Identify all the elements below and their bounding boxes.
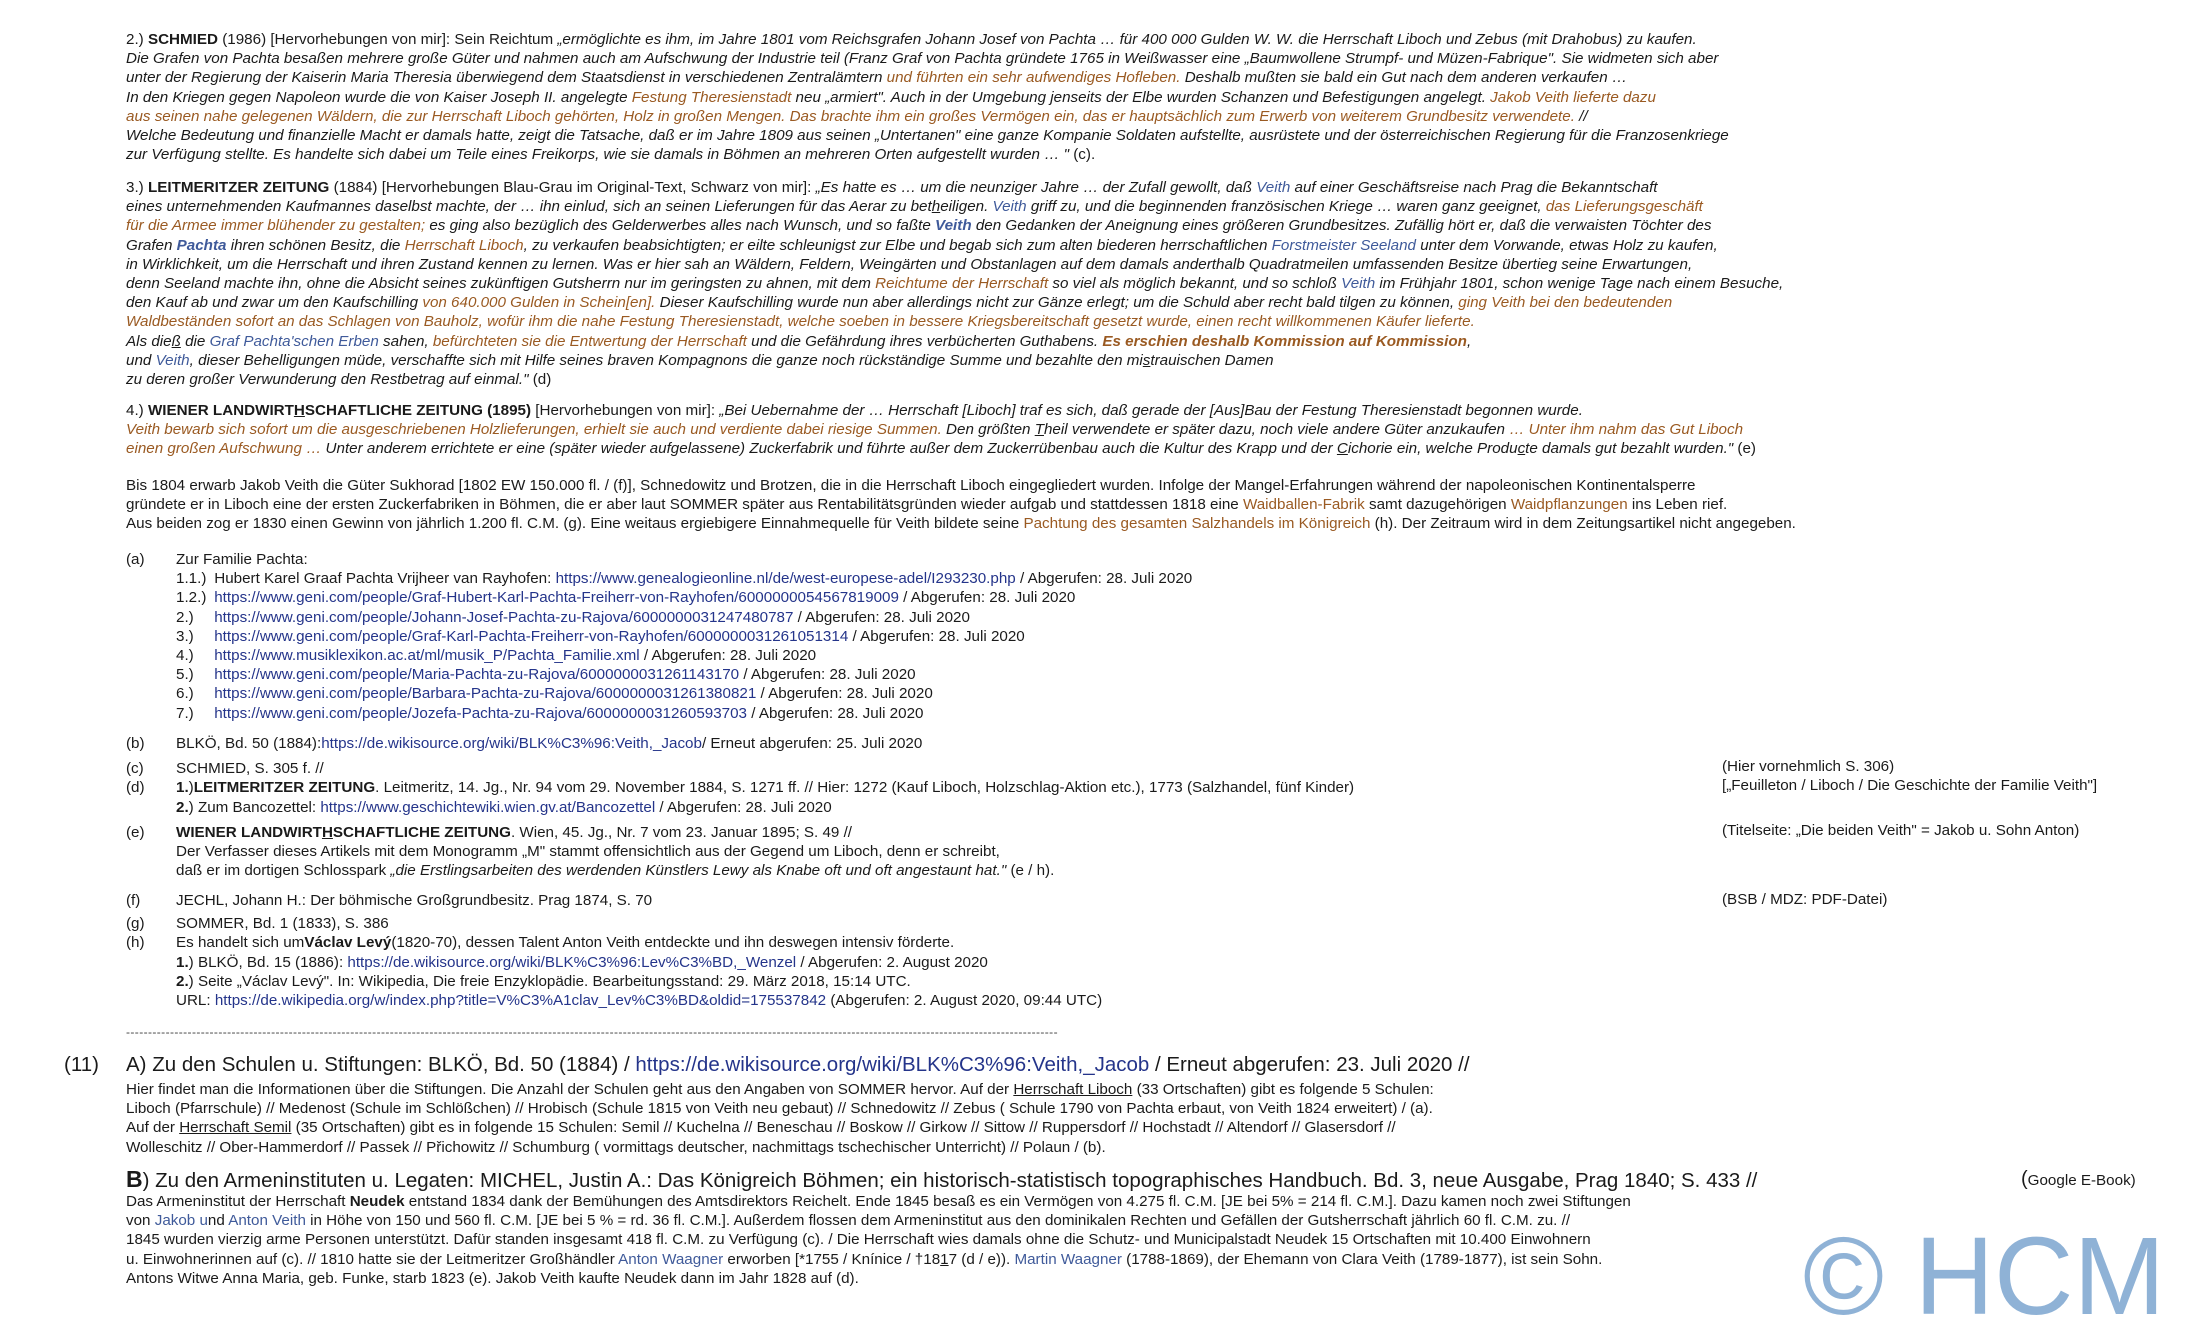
ref-e-3: daß er im dortigen Schlosspark „die Erstlingsarbeiten des werdenden Künstlers Lewy als Knabe oft und oft angestaunt hat." (e / h). (176, 862, 1055, 880)
n11-a-body (126, 1080, 1434, 1157)
link[interactable]: https://de.wikisource.org/wiki/BLK%C3%96:Lev%C3%BD,_Wenzel (347, 953, 797, 971)
n11-b-source: (Google E-Book) (2021, 1168, 2136, 1190)
text-line: einen großen Aufschwung … Unter anderem errichtete er eine (später wieder aufgelassene) Zuckerfabrik und führte außer dem Zuckerrübenbau auch die Kultur des Krapp und der Cichorie ein, welche Producte damals gut bezahlt wurden." (e) (126, 440, 1756, 458)
text-line: Das Armeninstitut der Herrschaft Neudek entstand 1834 dank der Bemühungen des Amtsdirektors Reichelt. Ende 1845 besaß es ein Vermögen von 4.275 fl. C.M. [JE bei 5% = 214 fl. C.M.]. Dazu kamen noch zwei Stiftungen (126, 1193, 1631, 1210)
link[interactable]: https://www.geni.com/people/Maria-Pachta-zu-Rajova/6000000031261143170 (214, 666, 740, 684)
text-line: von Jakob und Anton Veith in Höhe von 150 und 560 fl. C.M. [JE bei 5 % = rd. 36 fl. C.M.]. Außerdem flossen dem Armeninstitut aus den dominikalen Rechten und Gefällen der Gutsherrschaft jährlich 60 fl. C.M. zu. // (126, 1212, 1571, 1230)
n11-title: A) Zu den Schulen u. Stiftungen: BLKÖ, Bd. 50 (1884) / https://de.wikisource.org/wiki/BLK%C3%96:Veith,_Jacob / Erneut abgerufen: 23. Juli 2020 // (126, 1053, 1470, 1076)
n11-label: (11) (64, 1053, 99, 1076)
ref-e-1: (e) WIENER LANDWIRT H SCHAFTLICHE ZEITUNG . Wien, 45. Jg., Nr. 7 vom 23. Januar 1895; S. 49 // (126, 823, 853, 841)
text-line: zu deren großer Verwunderung den Restbetrag auf einmal." (d) (126, 371, 552, 389)
link[interactable]: https://de.wikisource.org/wiki/BLK%C3%96:Veith,_Jacob (321, 735, 702, 752)
text-line: 4.) WIENER LANDWIRTHSCHAFTLICHE ZEITUNG (1895) [Hervorhebungen von mir]: „Bei Uebernahme der … Herrschaft [Liboch] traf es sich, daß gerade der [Aus]Bau der Festung Theresienstadt begonnen wurde. (126, 402, 1583, 419)
link[interactable]: https://www.geni.com/people/Graf-Hubert-Karl-Pachta-Freiherr-von-Rayhofen/6000000054567819009 (214, 589, 899, 607)
text-line: Veith bewarb sich sofort um die ausgeschriebenen Holzlieferungen, erhielt sie auch und verdiente dabei riesige Summen. Den größten Theil verwendete er später dazu, noch viele andere Güter anzukaufen … Unter ihm nahm das Gut Liboch (126, 421, 1744, 439)
ref-f: (f) JECHL, Johann H.: Der böhmische Großgrundbesitz. Prag 1874, S. 70 (126, 892, 653, 909)
link[interactable]: https://www.geni.com/people/Barbara-Pachta-zu-Rajova/6000000031261380821 (214, 685, 757, 703)
link[interactable]: https://www.geni.com/people/Johann-Josef-Pachta-zu-Rajova/6000000031247480787 (214, 608, 794, 626)
ref-g: (g) SOMMER, Bd. 1 (1833), S. 386 (126, 915, 389, 933)
text-line: Waldbeständen sofort an das Schlagen von Bauholz, wofür ihm die nahe Festung Theresienstadt, welche soeben in bessere Kriegsbereitschaft gesetzt wurde, einen recht willkommenen Käufer lieferte. (126, 313, 1475, 331)
text-line: aus seinen nahe gelegenen Wäldern, die zur Herrschaft Liboch gehörten, Holz in großen Mengen. Das brachte ihm ein großes Vermögen ein, das er hauptsächlich zum Erwerb von weiterem Grundbesitz verwendete. // (126, 107, 1588, 125)
ref-b-e (126, 734, 1354, 880)
ref-a-item-1-2: 1.2.) https://www.geni.com/people/Graf-Hubert-Karl-Pachta-Freiherr-von-Rayhofen/6000000054567819009 / Abgerufen: 28. Juli 2020 (176, 589, 1076, 607)
text-line: Als dieß die Graf Pachta'schen Erben sahen, befürchteten sie die Entwertung der Herrschaft und die Gefährdung ihres verbücherten Guthabens. Es erschien deshalb Kommission auf Kommission, (126, 332, 1472, 350)
text-line: Auf der Herrschaft Semil (35 Ortschaften) gibt es in folgende 15 Schulen: Semil // Kuchelna // Beneschau // Boskow // Girkow // Sittow // Ruppersdorf // Hochstadt // Altendorf // Glasersdorf // (126, 1119, 1396, 1137)
ref-a-item-7: 7.) https://www.geni.com/people/Jozefa-Pachta-zu-Rajova/6000000031260593703 / Abgerufen: 28. Juli 2020 (176, 704, 924, 722)
link[interactable]: https://www.musiklexikon.ac.at/ml/musik_P/Pachta_Familie.xml (214, 647, 640, 665)
text-line: Grafen Pachta ihren schönen Besitz, die Herrschaft Liboch, zu verkaufen beabsichtigten; er eilte schleunigst zur Elbe und begab sich zum alten biederen herrschaftlichen Forstmeister Seeland unter dem Vorwande, etwas Holz zu kaufen, (126, 236, 1718, 254)
text-line: u. Einwohnerinnen auf (c). // 1810 hatte sie der Leitmeritzer Großhändler Anton Waagner erworben [*1755 / Knínice / †1817 (d / e)). Martin Waagner (1788-1869), der Ehemann von Clara Veith (1789-1877), ist sein Sohn. (126, 1250, 1603, 1268)
text-line: Aus beiden zog er 1830 einen Gewinn von jährlich 1.200 fl. C.M. (g). Eine weitaus ergiebigere Einnahmequelle für Veith bildete seine Pachtung des gesamten Salzhandels im Königreich (h). Der Zeitraum wird in dem Zeitungsartikel nicht angegeben. (126, 515, 1796, 533)
section-schmied (126, 30, 1729, 164)
text-line: Bis 1804 erwarb Jakob Veith die Güter Sukhorad [1802 EW 150.000 fl. / (f)], Schnedowitz und Brotzen, die in die Herrschaft Liboch eingegliedert wurden. Infolge der Mangel-Erfahrungen während der napoleonischen Kontinentalsperre (126, 477, 1696, 494)
ref-a-item-6: 6.) https://www.geni.com/people/Barbara-Pachta-zu-Rajova/6000000031261380821 / Abgerufen: 28. Juli 2020 (176, 685, 933, 703)
ref-h-1: (h) Es handelt sich um Václav Levý (1820-70), dessen Talent Anton Veith entdeckte und ihn deswegen intensiv förderte. (126, 934, 955, 952)
link[interactable]: https://www.geni.com/people/Graf-Karl-Pachta-Freiherr-von-Rayhofen/6000000031261051314 (214, 627, 849, 645)
copyright-watermark: © HCM (1803, 1215, 2166, 1338)
ref-d-note: [„Feuilleton / Liboch / Die Geschichte der Familie Veith"] (1722, 777, 2098, 794)
ref-a-item-5: 5.) https://www.geni.com/people/Maria-Pachta-zu-Rajova/6000000031261143170 / Abgerufen: 28. Juli 2020 (176, 666, 916, 684)
paragraph-summary (126, 476, 1796, 534)
n11-b-body (126, 1192, 1631, 1288)
link[interactable]: https://www.geschichtewiki.wien.gv.at/Bancozettel (320, 798, 656, 816)
text-line: gründete er in Liboch eine der ersten Zuckerfabriken in Böhmen, die er aber laut SOMMER später aus Rentabilitätsgründen wieder aufgab und stattdessen 1818 eine Waidballen-Fabrik samt dazugehörigen Waidpflanzungen ins Leben rief. (126, 496, 1728, 514)
link[interactable]: https://de.wikisource.org/wiki/BLK%C3%96:Veith,_Jacob (635, 1053, 1150, 1076)
text-line: Antons Witwe Anna Maria, geb. Funke, starb 1823 (e). Jakob Veith kaufte Neudek dann im Jahr 1828 auf (d). (126, 1269, 859, 1287)
text-line: 3.) LEITMERITZER ZEITUNG (1884) [Hervorhebungen Blau-Grau im Original-Text, Schwarz von mir]: „Es hatte es … um die neunziger Jahre … der Zufall gewollt, daß Veith auf einer Geschäftsreise nach Prag die Bekanntschaft (126, 179, 1658, 196)
link[interactable]: https://de.wikipedia.org/w/index.php?title=V%C3%A1clav_Lev%C3%BD&oldid=175537842 (214, 992, 827, 1010)
ref-h-3: 2.) Seite „Václav Levý". In: Wikipedia, Die freie Enzyklopädie. Bearbeitungsstand: 29. März 2018, 15:14 UTC. (176, 972, 911, 990)
text-line: Die Grafen von Pachta besaßen mehrere große Güter und nahmen auch am Aufschwung der Industrie teil (Franz Graf von Pachta gründete 1765 in Weißwasser eine „Baumwollene Strumpf- und Müzen-Fabrique". Sie widmeten sich aber (126, 50, 1719, 68)
ref-a-item-3: 3.) https://www.geni.com/people/Graf-Karl-Pachta-Freiherr-von-Rayhofen/6000000031261051314 / Abgerufen: 28. Juli 2020 (176, 627, 1025, 645)
text-line: zur Verfügung stellte. Es handelte sich dabei um Teile eines Freikorps, wie sie damals in Böhmen an mehreren Orten aufgestellt wurden … " (c). (126, 146, 1096, 164)
text-line: Wolleschitz // Ober-Hammerdorf // Passek // Přichowitz // Schumburg ( vormittags deutscher, nachmittags tschechischer Unterricht) // Polaun / (b). (126, 1138, 1106, 1156)
ref-b: (b) BLKÖ, Bd. 50 (1884): https://de.wikisource.org/wiki/BLK%C3%96:Veith,_Jacob / Erneut abgerufen: 25. Juli 2020 (126, 735, 923, 752)
text-line: 1845 wurden vierzig arme Personen unterstützt. Dafür standen insgesamt 418 fl. C.M. zu Verfügung (c). / Die Herrschaft wies damals ohne die Schutz- und Municipalstadt Neudek 15 Ortschaften mit 10.400 Einwohnern (126, 1231, 1591, 1249)
text-line: und Veith, dieser Behelligungen müde, verschaffte sich mit Hilfe seines braven Kompagnons die ganze noch rückständige Summe und bezahlte den mistrauischen Damen (126, 351, 1274, 369)
ref-c-note: (Hier vornehmlich S. 306) (1722, 758, 1895, 775)
link[interactable]: https://www.geni.com/people/Jozefa-Pachta-zu-Rajova/6000000031260593703 (214, 704, 747, 722)
ref-a-item-1-1: 1.1.) Hubert Karel Graaf Pachta Vrijheer van Rayhofen: https://www.genealogieonline.nl/de/west-europese-adel/I293230.php / Abgerufen: 28. Juli 2020 (176, 570, 1193, 588)
link[interactable]: https://www.genealogieonline.nl/de/west-europese-adel/I293230.php (555, 570, 1016, 588)
text-line: Welche Bedeutung und finanzielle Macht er damals hatte, zeigt die Tatsache, daß er im Jahre 1809 aus seinen „Untertanen" eine ganze Kompanie Soldaten aufstellte, ausrüstete und der österreichischen Regierung für die Franzosenkriege (126, 127, 1729, 145)
text-line: unter der Regierung der Kaiserin Maria Theresia überwiegend dem Staatsdienst in verschiedenen Zentralämtern und führten ein sehr aufwendiges Hofleben. Deshalb mußten sie bald ein Gut nach dem anderen verkaufen … (126, 69, 1628, 87)
text-line: denn Seeland machte ihn, ohne die Absicht seines zukünftigen Gutsherrn nur im geringsten zu ahnen, mit dem Reichtume der Herrschaft so viel als möglich bekannt, und so schloß Veith im Frühjahr 1801, schon wenige Tage nach einem Besuche, (126, 275, 1784, 293)
section-wiener (126, 401, 1756, 459)
text-line: für die Armee immer blühender zu gestalten; es ging also bezüglich des Gelderwerbes alles nach Wunsch, und so faßte Veith den Gedanken der Aneignung eines größeren Grundbesitzes. Zufällig hört er, daß die verwaisten Töchter des (126, 217, 1712, 235)
ref-c: (c) SCHMIED, S. 305 f. // (126, 760, 324, 778)
ref-row: (a) Zur Familie Pachta: (126, 551, 308, 568)
text-line: den Kauf ab und zwar um den Kaufschilling von 640.000 Gulden in Schein[en]. Dieser Kaufschilling wurde nun aber allerdings nicht zur Gänze erlegt; um die Schuld aber recht bald tilgen zu können, ging Veith bei den bedeutenden (126, 294, 1673, 312)
ref-d-1: (d) 1. ) LEITMERITZER ZEITUNG . Leitmeritz, 14. Jg., Nr. 94 vom 29. November 1884, S. 1271 ff. // Hier: 1272 (Kauf Liboch, Holzschlag-Aktion etc.), 1773 (Salzhandel, fünf Kinder) (126, 779, 1355, 797)
text-line: in Wirklichkeit, um die Herrschaft und ihren Zustand kennen zu lernen. Was er hier sah an Wäldern, Feldern, Weingärten und Obstanlagen auf dem damals anderthalb Quadratmeilen umfassenden Besitze übertieg seine Erwartungen, (126, 255, 1693, 273)
ref-a (126, 550, 1192, 723)
ref-f-h (126, 891, 1102, 1010)
text-line: In den Kriegen gegen Napoleon wurde die von Kaiser Joseph II. angelegte Festung Theresienstadt neu „armiert". Auch in der Umgebung jenseits der Elbe wurden Schanzen und Befestigungen angelegt. Jakob Veith lieferte dazu (126, 88, 1656, 106)
ref-a-item-2: 2.) https://www.geni.com/people/Johann-Josef-Pachta-zu-Rajova/6000000031247480787 / Abgerufen: 28. Juli 2020 (176, 608, 970, 626)
section-leitmeritzer (126, 178, 1783, 389)
text-line: Hier findet man die Informationen über die Stiftungen. Die Anzahl der Schulen geht aus den Angaben von SOMMER hervor. Auf der Herrschaft Liboch (33 Ortschaften) gibt es folgende 5 Schulen: (126, 1081, 1434, 1098)
text-line: eines unternehmenden Kaufmannes daselbst machte, der … ihn einlud, sich an seinen Lieferungen für das Aerar zu betheiligen. Veith griff zu, und die beginnenden französischen Kriege … waren ganz geeignet, das Lieferungsgeschäft (126, 198, 1703, 216)
text-line: Liboch (Pfarrschule) // Medenost (Schule im Schlößchen) // Hrobisch (Schule 1815 von Veith neu gebaut) // Schnedowitz // Zebus ( Schule 1790 von Pachta erbaut, von Veith 1824 erweitert) / (a). (126, 1100, 1433, 1118)
text-line: 2.) SCHMIED (1986) [Hervorhebungen von mir]: Sein Reichtum „ermöglichte es ihm, im Jahre 1801 vom Reichsgrafen Johann Josef von Pachta … für 400 000 Gulden W. W. die Herrschaft Liboch und Zebus (mit Drahobus) zu kaufen. (126, 31, 1697, 48)
separator-line: -------------------------------------------------------------------------------------------------------------------------------------------------------------------------------------------------------------------- (126, 1025, 1058, 1039)
ref-e-note: (Titelseite: „Die beiden Veith" = Jakob u. Sohn Anton) (1722, 822, 2080, 839)
ref-f-note: (BSB / MDZ: PDF-Datei) (1722, 891, 1888, 908)
n11-b-title: B) Zu den Armeninstituten u. Legaten: MICHEL, Justin A.: Das Königreich Böhmen; ein historisch-statistisch topographisches Handbuch. Bd. 3, neue Ausgabe, Prag 1840; S. 433 // (126, 1166, 1758, 1192)
ref-h-2: 1.) BLKÖ, Bd. 15 (1886): https://de.wikisource.org/wiki/BLK%C3%96:Lev%C3%BD,_Wenzel / Abgerufen: 2. August 2020 (176, 953, 988, 971)
ref-d-2: 2.) Zum Bancozettel: https://www.geschichtewiki.wien.gv.at/Bancozettel / Abgerufen: 28. Juli 2020 (176, 798, 832, 816)
ref-h-4: URL: https://de.wikipedia.org/w/index.php?title=V%C3%A1clav_Lev%C3%BD&oldid=175537842 (Abgerufen: 2. August 2020, 09:44 UTC) (176, 992, 1103, 1010)
ref-e-2: Der Verfasser dieses Artikels mit dem Monogramm „M" stammt offensichtlich aus der Gegend um Liboch, denn er schreibt, (176, 843, 1000, 861)
ref-a-item-4: 4.) https://www.musiklexikon.ac.at/ml/musik_P/Pachta_Familie.xml / Abgerufen: 28. Juli 2020 (176, 647, 817, 665)
